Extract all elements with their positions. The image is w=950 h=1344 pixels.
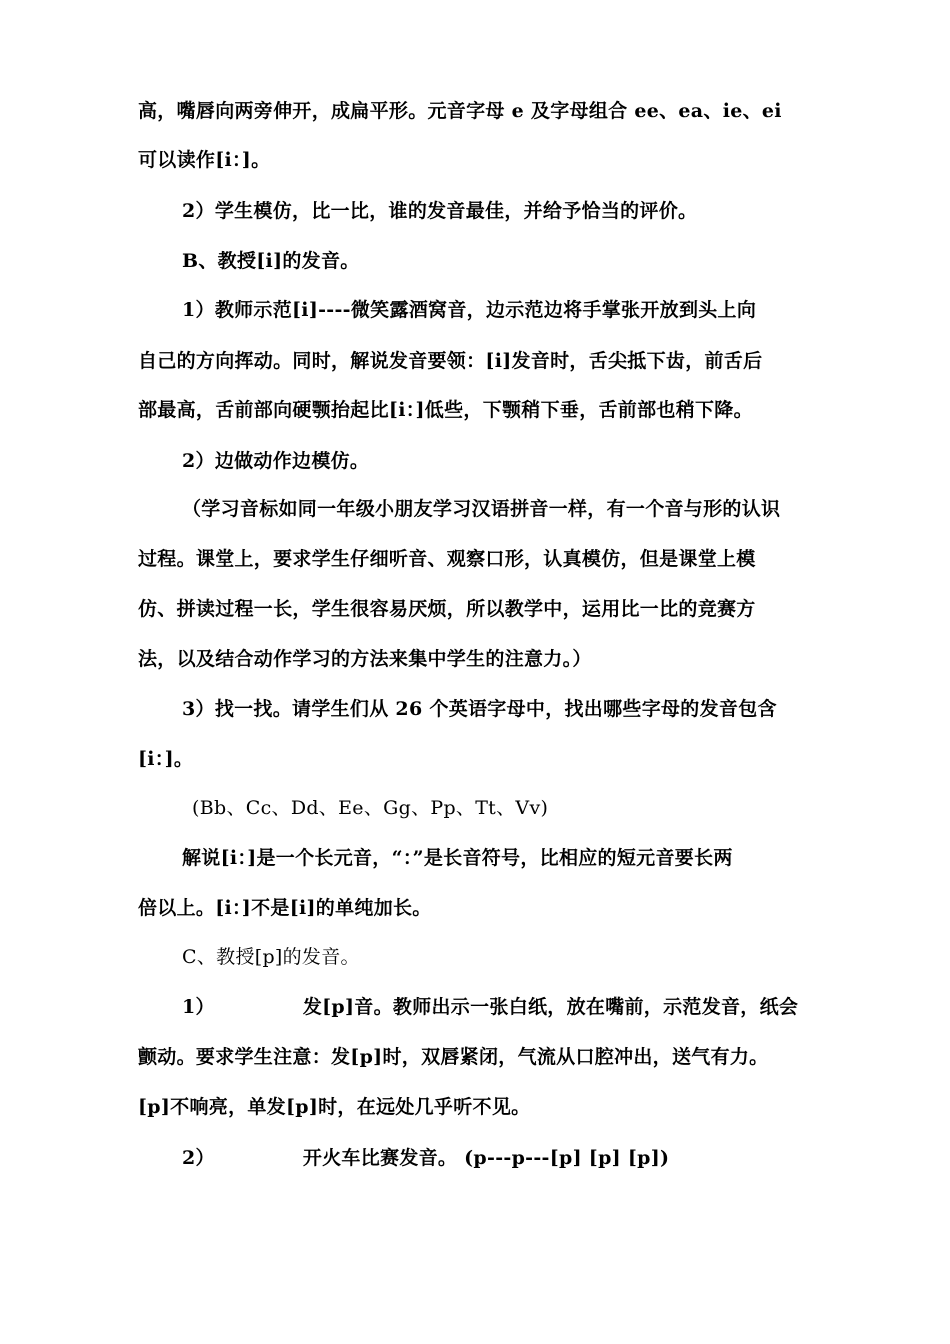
text-line: C、教授[p]的发音。 — [182, 946, 360, 968]
text-line: (Bb、Cc、Dd、Ee、Gg、Pp、Tt、Vv) — [192, 797, 549, 819]
text-line: 可以读作[i：]。 — [138, 149, 271, 171]
text-line: 部最高，舌前部向硬颚抬起比[i：]低些，下颚稍下垂，舌前部也稍下降。 — [138, 399, 753, 421]
text-line: 自己的方向挥动。同时，解说发音要领：[i]发音时，舌尖抵下齿，前舌后 — [138, 350, 763, 372]
text-line: 过程。课堂上，要求学生仔细听音、观察口形，认真模仿，但是课堂上模 — [138, 548, 756, 570]
numbered-line — [182, 1146, 669, 1170]
item-number: 1） — [182, 996, 215, 1018]
text-line: 3）找一找。请学生们从 26 个英语字母中，找出哪些字母的发音包含 — [182, 698, 777, 720]
text-line: B、教授[i]的发音。 — [182, 250, 360, 272]
text-line: 法，以及结合动作学习的方法来集中学生的注意力。） — [138, 648, 592, 670]
text-line: 颤动。要求学生注意：发[p]时，双唇紧闭，气流从口腔冲出，送气有力。 — [138, 1046, 769, 1068]
text-line: 仿、拼读过程一长，学生很容易厌烦，所以教学中，运用比一比的竞赛方 — [138, 598, 756, 620]
text-line: 2）边做动作边模仿。 — [182, 450, 370, 472]
item-number: 2） — [182, 1147, 215, 1169]
text-line: 解说[i：]是一个长元音，“：”是长音符号，比相应的短元音要长两 — [182, 847, 733, 869]
item-text: 发[p]音。教师出示一张白纸，放在嘴前，示范发音，纸会 — [302, 996, 799, 1018]
text-line: [i：]。 — [138, 748, 194, 770]
text-line: 2）学生模仿，比一比，谁的发音最佳，并给予恰当的评价。 — [182, 200, 698, 222]
text-line: 高，嘴唇向两旁伸开，成扁平形。元音字母 e 及字母组合 ee、ea、ie、ei — [138, 100, 782, 122]
numbered-line — [182, 995, 798, 1019]
text-line: 1）教师示范[i]----微笑露酒窝音，边示范边将手掌张开放到头上向 — [182, 299, 757, 321]
text-line: 倍以上。[i：]不是[i]的单纯加长。 — [138, 897, 432, 919]
item-text: 开火车比赛发音。 (p---p---[p] [p] [p]) — [302, 1147, 670, 1169]
text-line: [p]不响亮，单发[p]时，在远处几乎听不见。 — [138, 1096, 531, 1118]
text-line: （学习音标如同一年级小朋友学习汉语拼音一样，有一个音与形的认识 — [182, 498, 781, 520]
